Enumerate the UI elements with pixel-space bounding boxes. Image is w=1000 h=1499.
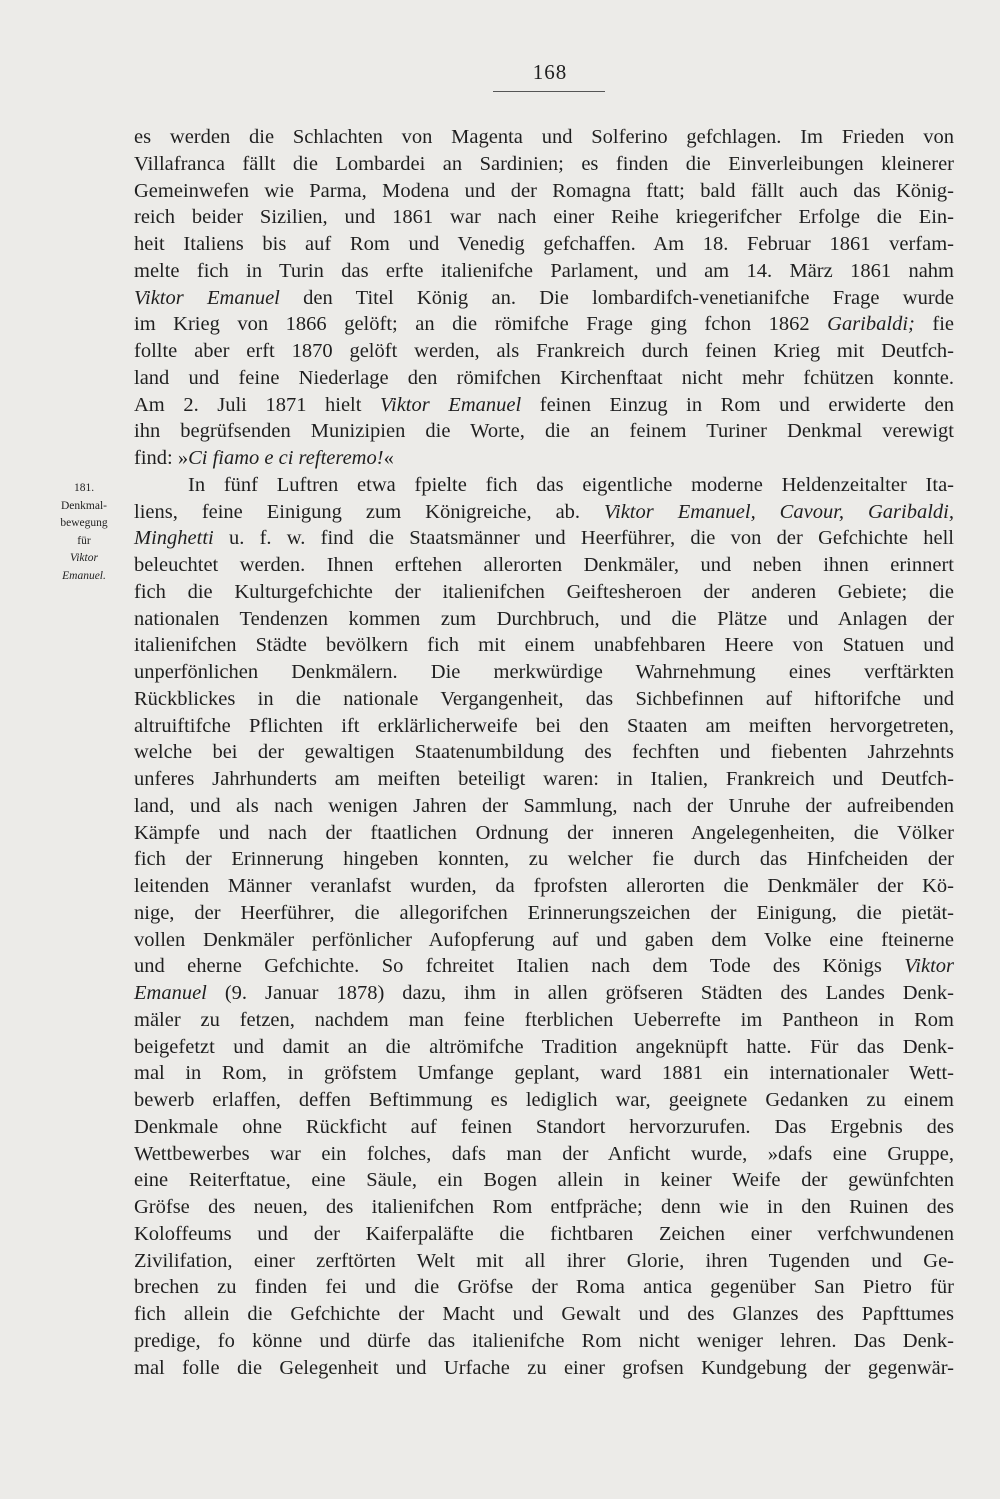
header-rule (493, 91, 605, 92)
text-segment: Am 2. Juli 1871 hielt (134, 393, 381, 416)
italic-text: Minghetti (134, 527, 214, 550)
italic-text: Viktor Emanuel, Cavour, Garibaldi, (604, 500, 954, 523)
text-line (134, 178, 954, 205)
text-segment: Kämpfe und nach der ftaatlichen Ordnung der inneren Angelegenheiten, die Völker (134, 821, 954, 844)
text-segment: leitenden Männer veranlafst wurden, da fprofsten allerorten die Denkmäler der Kö- (134, 875, 954, 897)
text-line (134, 980, 954, 1007)
text-segment: fie (914, 313, 954, 336)
text-segment: es werden die Schlachten von Magenta und Solferino gefchlagen. Im Frieden von (134, 126, 954, 148)
text-line (134, 686, 954, 713)
italic-text: Viktor Emanuel (380, 393, 522, 416)
margin-note-line: Denkmal- (61, 499, 107, 512)
text-segment: nationalen Tendenzen kommen zum Durchbruch, und die Plätze und Anlagen der (134, 607, 954, 630)
text-line (134, 472, 954, 499)
text-segment: predige, fo könne und dürfe das italienifche Rom nicht weniger lehren. Das Denk- (134, 1329, 954, 1352)
text-line (134, 820, 954, 847)
text-segment: welche bei der gewaltigen Staatenumbildung des fechften und fiebenten Jahrzehnts (134, 741, 954, 764)
text-segment: nige, der Heerführer, die allegorifchen Erinnerungszeichen der Einigung, die pietät- (134, 901, 954, 924)
body-text (134, 124, 954, 1381)
text-segment: beigefetzt und damit an die altrömifche Tradition angeknüpft hatte. Für das Denk- (134, 1035, 954, 1058)
text-segment: Gemeinwefen wie Parma, Modena und der Romagna ftatt; bald fällt auch das König- (134, 179, 954, 202)
margin-note (44, 480, 124, 585)
margin-note-line: für (77, 534, 91, 547)
text-segment: « (383, 447, 394, 469)
text-segment: Zivilifation, einer zerftörten Welt mit all ihrer Glorie, ihren Tugenden und Ge- (134, 1249, 954, 1272)
text-segment: mal in Rom, in gröfstem Umfange geplant, ward 1881 ein internationaler Wett- (134, 1062, 954, 1085)
text-segment: brechen zu finden fei und die Gröfse der Roma antica gegenüber San Pietro für (134, 1276, 954, 1299)
text-line (134, 846, 954, 873)
text-line (134, 1167, 954, 1194)
text-segment: Wettbewerbes war ein folches, dafs man der Anficht wurde, »dafs eine Gruppe, (134, 1142, 954, 1165)
text-line (134, 392, 954, 419)
margin-note-line: Viktor (70, 552, 98, 564)
margin-note-number: 181. (73, 482, 95, 494)
text-segment: feinen Einzug in Rom und erwiderte den (521, 393, 954, 416)
text-line (134, 766, 954, 793)
margin-note-line: bewegung (60, 517, 108, 529)
text-line (134, 927, 954, 954)
text-segment: In fünf Luftren etwa fpielte fich das eigentliche moderne Heldenzeitalter Ita- (188, 473, 954, 496)
text-segment: fich allein die Gefchichte der Macht und Gewalt und des Glanzes des Papfttumes (134, 1303, 954, 1325)
text-line (134, 231, 954, 258)
text-line (134, 525, 954, 552)
text-line (134, 739, 954, 766)
text-line (134, 606, 954, 633)
text-segment: Koloffeums und der Kaiferpaläfte die fichtbaren Zeichen einer verfchwundenen (134, 1222, 954, 1245)
text-line (134, 632, 954, 659)
text-line (134, 1007, 954, 1034)
text-segment: bewerb erlaffen, deffen Beftimmung es lediglich war, geeignete Gedanken zu einem (134, 1089, 954, 1111)
text-line (134, 1328, 954, 1355)
text-segment: und eherne Gefchichte. So fchreitet Italien nach dem Tode des Königs (134, 955, 905, 978)
text-segment: Gröfse des neuen, des italienifchen Rom entfpräche; denn wie in den Ruinen des (134, 1196, 954, 1218)
text-line (134, 1034, 954, 1061)
text-segment: fich der Erinnerung hingeben konnten, zu welcher fie durch das Hinfcheiden der (134, 848, 954, 871)
text-segment: follte aber erft 1870 gelöft werden, als Frankreich durch feinen Krieg mit Deutfch- (134, 340, 954, 362)
text-segment: unperfönlichen Denkmälern. Die merkwürdige Wahrnehmung eines verftärkten (134, 661, 954, 683)
text-segment: (9. Januar 1878) dazu, ihm in allen gröfseren Städten des Landes Denk- (206, 982, 954, 1004)
text-segment: vollen Denkmäler perfönlicher Aufopferung auf und gaben dem Volke eine fteinerne (134, 928, 954, 951)
text-line (134, 151, 954, 178)
text-line (134, 285, 954, 312)
text-line (134, 900, 954, 927)
text-segment: den Titel König an. Die lombardifch-venetianifche Frage wurde (279, 286, 954, 309)
text-segment: eine Reiterftatue, eine Säule, ein Bogen allein in keiner Weife der gewünfchten (134, 1169, 954, 1192)
text-line (134, 365, 954, 392)
italic-text: Viktor Emanuel (134, 286, 280, 309)
text-line (134, 418, 954, 445)
italic-text: Garibaldi; (827, 313, 915, 336)
text-segment: mal folle die Gelegenheit und Urfache zu einer grofsen Kundgebung der gegenwär- (134, 1356, 954, 1379)
text-line (134, 1355, 954, 1382)
text-segment: Rückblickes in die nationale Vergangenheit, das Sichbefinnen auf hiftorifche und (134, 687, 954, 710)
text-segment: italienifchen Städte bevölkern fich mit einem unabfehbaren Heere von Statuen und (134, 634, 954, 657)
text-line (134, 713, 954, 740)
text-line (134, 311, 954, 338)
text-line (134, 1274, 954, 1301)
text-line (134, 1114, 954, 1141)
text-line (134, 1301, 954, 1328)
text-line (134, 1060, 954, 1087)
text-line (134, 552, 954, 579)
italic-text: Ci fiamo e ci refteremo! (188, 447, 384, 469)
text-line (134, 1087, 954, 1114)
text-line (134, 953, 954, 980)
text-line (134, 1221, 954, 1248)
text-segment: find: » (134, 447, 189, 469)
text-segment: ihn begrüfsenden Munizipien die Worte, die an feinem Turiner Denkmal verewigt (134, 420, 954, 443)
text-line (134, 124, 954, 151)
text-segment: im Krieg von 1866 gelöft; an die römifche Frage ging fchon 1862 (134, 313, 828, 336)
text-segment: liens, feine Einigung zum Königreiche, ab. (134, 500, 605, 523)
text-segment: melte fich in Turin das erfte italienifche Parlament, und am 14. März 1861 nahm (134, 259, 954, 282)
text-line (134, 579, 954, 606)
text-line (134, 499, 954, 526)
text-segment: land und feine Niederlage den römifchen Kirchenftaat nicht mehr fchützen konnte. (134, 366, 954, 389)
text-segment: Villafranca fällt die Lombardei an Sardinien; es finden die Einverleibungen kleinerer (134, 152, 954, 175)
text-line (134, 204, 954, 231)
italic-text: Viktor (904, 955, 954, 978)
italic-text: Emanuel (134, 982, 207, 1004)
margin-note-line: Emanuel. (62, 569, 106, 582)
text-line (134, 659, 954, 686)
text-line (134, 1141, 954, 1168)
text-segment: unferes Jahrhunderts am meiften beteiligt waren: in Italien, Frankreich und Deutfch- (134, 768, 954, 790)
text-segment: u. f. w. find die Staatsmänner und Heerführer, die von der Gefchichte hell (213, 527, 954, 550)
text-segment: Denkmale ohne Rückficht auf feinen Standort hervorzurufen. Das Ergebnis des (134, 1115, 954, 1138)
text-line (134, 1248, 954, 1275)
text-segment: beleuchtet werden. Ihnen erftehen allerorten Denkmäler, und neben ihnen erinnert (134, 554, 954, 576)
text-segment: mäler zu fetzen, nachdem man feine fterblichen Ueberrefte im Pantheon in Rom (134, 1008, 954, 1031)
text-segment: altruiftifche Pflichten ift erklärlicherweife bei den Staaten am meiften hervorgetreten, (134, 714, 954, 737)
text-line (134, 338, 954, 365)
page-number: 168 (532, 60, 568, 84)
text-line (134, 793, 954, 820)
text-line (134, 873, 954, 900)
text-segment: heit Italiens bis auf Rom und Venedig gefchaffen. Am 18. Februar 1861 verfam- (134, 233, 954, 255)
text-line (134, 445, 954, 472)
text-line (134, 258, 954, 285)
text-segment: reich beider Sizilien, und 1861 war nach einer Reihe kriegerifcher Erfolge die Ein- (134, 206, 954, 229)
text-segment: fich die Kulturgefchichte der italienifchen Geiftesheroen der anderen Gebiete; die (134, 580, 954, 603)
text-line (134, 1194, 954, 1221)
text-segment: land, und als nach wenigen Jahren der Sammlung, nach der Unruhe der aufreibenden (134, 794, 954, 817)
